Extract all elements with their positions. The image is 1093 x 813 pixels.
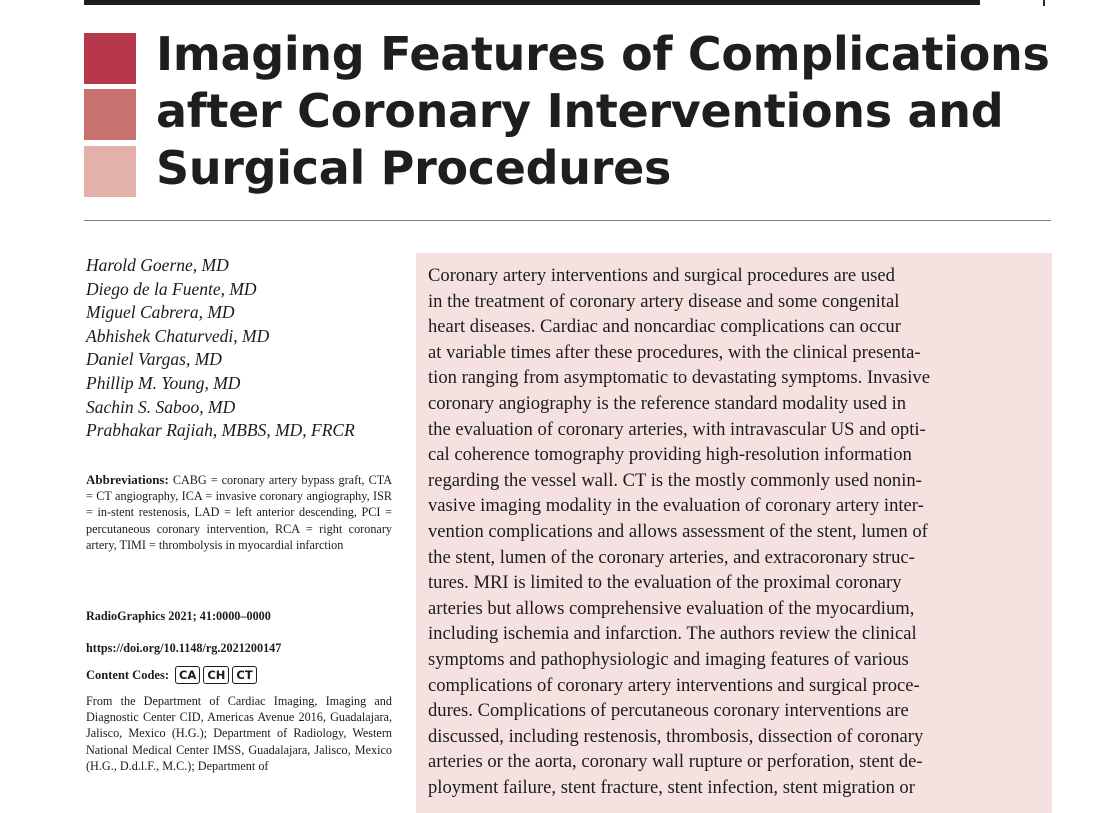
author-list [86, 254, 406, 443]
author-name: Daniel Vargas, MD [86, 349, 222, 370]
content-code-badge: CT [232, 666, 256, 684]
author-name: Diego de la Fuente, MD [86, 278, 257, 299]
abstract-text: Coronary artery interventions and surgical procedures are used in the treatment of coronary artery disease and some congenital heart diseases. Cardiac and noncardiac complications can occur at variable times after these procedures, with the clinical presenta- tion ranging from asymptomatic to devastating symptoms. Invasive coronary angiography is the reference standard modality used in the evaluation of coronary arteries, with intravascular US and opti- cal coherence tomography providing high-resolution information regarding the vessel wall. CT is the mostly commonly used nonin- vasive imaging modality in the evaluation of coronary artery inter- vention complications and allows assessment of the stent, lumen of the stent, lumen of the coronary arteries, and extracoronary struc- tures. MRI is limited to the evaluation of the proximal coronary arteries but allows comprehensive evaluation of the myocardium, including ischemia and infarction. The authors review the clinical symptoms and pathophysiologic and imaging features of various complications of coronary artery interventions and surgical proce- dures. Complications of percutaneous coronary interventions are discussed, including restenosis, thrombosis, dissection of coronary arteries or the aorta, coronary wall rupture or perforation, stent de- ployment failure, stent fracture, stent infection, stent migration or [428, 265, 930, 798]
author-affiliation: From the Department of Cardiac Imaging, Imaging and Diagnostic Center CID, Americas Avenue 2016, Guadalajara, Jalisco, Mexico (H.G.); Department of Radiology, Western National Medical Center IMSS, Guadalajara, Jalisco, Mexico (H.G., D.d.l.F., M.C.); Department of [86, 694, 392, 773]
content-code-badge: CA [175, 666, 200, 684]
title-divider [84, 220, 1051, 221]
color-swatch-2 [84, 89, 136, 140]
color-swatch-1 [84, 33, 136, 84]
page-corner-mark [1043, 0, 1045, 6]
abstract-box [416, 253, 1052, 813]
color-swatch-3 [84, 146, 136, 197]
content-codes-label: Content Codes: [86, 667, 169, 682]
journal-citation: RadioGraphics 2021; 41:0000–0000 [86, 609, 271, 623]
abbreviations-text: CABG = coronary artery bypass graft, CTA = CT angiography, ICA = invasive coronary angiography, ISR = in-stent restenosis, LAD = left anterior descending, PCI = percutaneous coronary intervention, RCA = right coronary artery, TIMI = thrombolysis in myocardial infarction [86, 473, 392, 552]
article-title: Imaging Features of Complications after Coronary Interventions and Surgical Procedures [156, 27, 1050, 195]
doi-link[interactable]: https://doi.org/10.1148/rg.2021200147 [86, 641, 282, 655]
author-name: Sachin S. Saboo, MD [86, 396, 236, 417]
author-name: Phillip M. Young, MD [86, 372, 241, 393]
abbreviations-block [86, 472, 392, 553]
author-name: Miguel Cabrera, MD [86, 302, 235, 323]
content-codes [86, 666, 392, 684]
author-name: Abhishek Chaturvedi, MD [86, 325, 270, 346]
top-rule [84, 0, 980, 5]
author-name: Harold Goerne, MD [86, 255, 229, 275]
author-name: Prabhakar Rajiah, MBBS, MD, FRCR [86, 420, 355, 441]
content-code-badge: CH [203, 666, 229, 684]
abbreviations-label: Abbreviations: [86, 472, 169, 487]
